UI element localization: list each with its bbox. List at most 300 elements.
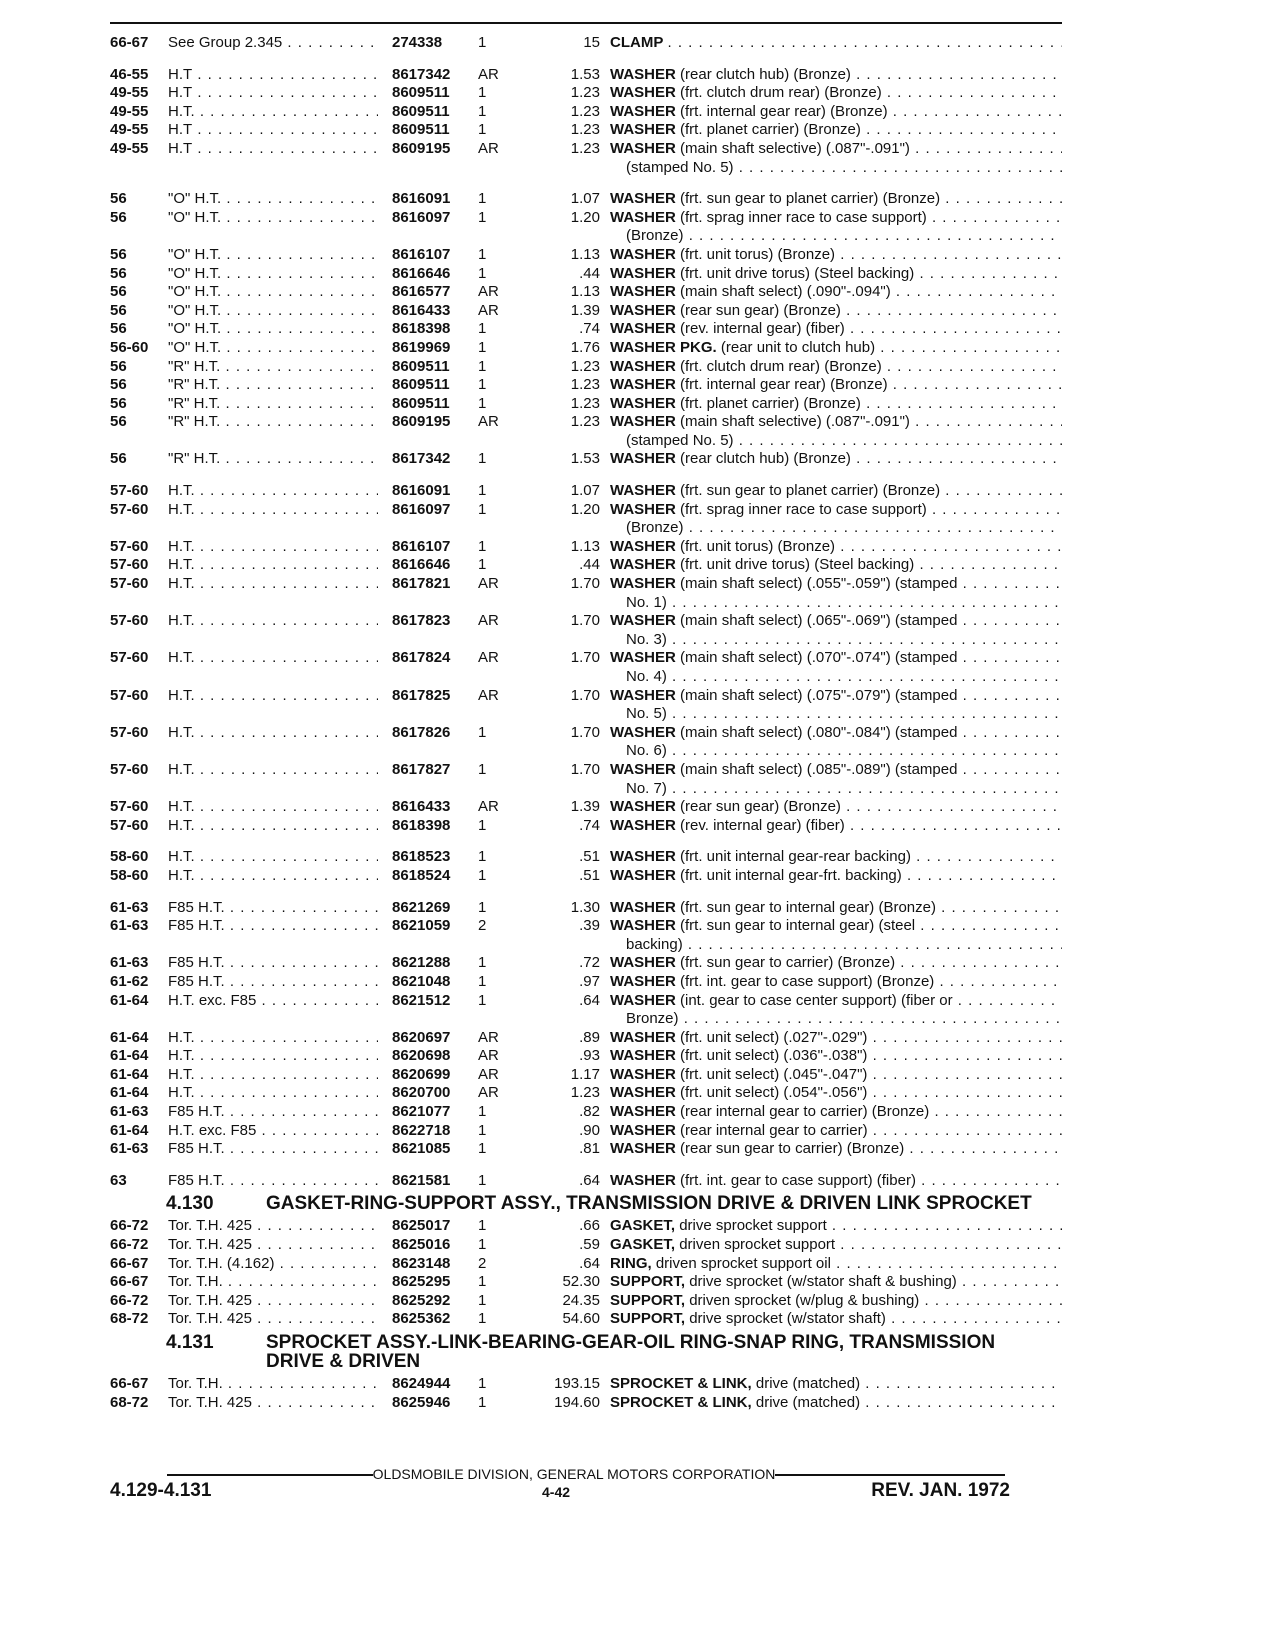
part-description: (rear clutch hub) (Bronze) . . .: [680, 66, 1062, 83]
description-continuation-row: [110, 936, 1062, 955]
description-continuation: [626, 159, 1062, 177]
price: 15: [583, 34, 600, 51]
part-number: 8609511: [392, 121, 450, 139]
model-year: 66-67: [110, 1254, 149, 1272]
part-row: [110, 302, 1062, 321]
part-name: WASHER: [610, 686, 676, 704]
description: [610, 1122, 1062, 1140]
part-row: [110, 283, 1062, 302]
description-continuation: [626, 519, 1062, 537]
price: .66: [579, 1217, 600, 1235]
application: H.T . . .: [168, 84, 378, 102]
part-row: [110, 761, 1062, 780]
part-row: [110, 867, 1062, 886]
description-continuation: [626, 780, 1062, 798]
part-row: [110, 1029, 1062, 1048]
part-row: [110, 320, 1062, 339]
part-row: [110, 556, 1062, 575]
price: .89: [579, 1028, 600, 1046]
description: [610, 973, 1062, 991]
description: [610, 246, 1062, 264]
quantity: AR: [478, 1047, 499, 1065]
description: [610, 1066, 1062, 1084]
price: 1.23: [570, 1084, 600, 1102]
description-continuation-row: [110, 780, 1062, 799]
description-continuation-row: [110, 1010, 1062, 1029]
part-description: driven sprocket (w/plug & bushing) . . .: [689, 1292, 1062, 1309]
price: .97: [579, 972, 600, 990]
model-year: 66-72: [110, 1291, 149, 1309]
description: [610, 265, 1062, 283]
model-year: 56: [110, 208, 127, 226]
quantity: 1: [478, 264, 487, 282]
application: H.T . . .: [168, 121, 378, 139]
description: [610, 954, 1062, 972]
application: "O" H.T. . . .: [168, 265, 378, 283]
part-row: [110, 1172, 1062, 1191]
part-number: 8617823: [392, 612, 451, 630]
part-number: 8617821: [392, 575, 451, 593]
part-description: (frt. int. gear to case support) (fiber) . . .: [680, 1172, 1062, 1189]
part-row: [110, 848, 1062, 867]
description-continuation: [626, 668, 1062, 686]
price: .64: [579, 1171, 600, 1189]
part-number: 8617824: [392, 649, 451, 667]
application: H.T. exc. F85 . . .: [168, 992, 378, 1010]
part-name: WASHER: [610, 898, 676, 916]
quantity: AR: [478, 1065, 499, 1083]
description: [610, 1029, 1062, 1047]
quantity: 1: [478, 121, 487, 139]
price: .51: [579, 866, 600, 884]
description-continuation: [626, 631, 1062, 649]
price: .72: [579, 954, 600, 972]
part-description: (rear internal gear to carrier) . . .: [680, 1122, 1062, 1139]
application: H.T. . . .: [168, 817, 378, 835]
footer-publisher: OLDSMOBILE DIVISION, GENERAL MOTORS CORPORATION: [372, 1466, 776, 1482]
part-name: WASHER: [610, 1103, 676, 1121]
part-name: WASHER: [610, 357, 676, 375]
model-year: 57-60: [110, 798, 149, 816]
part-row: [110, 899, 1062, 918]
model-year: 66-67: [110, 1273, 149, 1291]
quantity: 1: [478, 450, 487, 468]
part-name: WASHER: [610, 121, 676, 139]
description: [610, 612, 1062, 630]
application: H.T. . . .: [168, 501, 378, 519]
part-description: (rear sun gear) (Bronze) . . .: [680, 798, 1062, 815]
part-number: 8621512: [392, 991, 451, 1009]
description: [610, 899, 1062, 917]
part-number: 8616091: [392, 190, 451, 208]
price: .59: [579, 1236, 600, 1254]
part-row: [110, 1394, 1062, 1413]
part-name: WASHER: [610, 283, 676, 301]
part-name: WASHER: [610, 575, 676, 593]
model-year: 49-55: [110, 84, 149, 102]
description-continuation: [626, 432, 1062, 450]
quantity: 1: [478, 482, 487, 500]
part-number: 8621269: [392, 898, 451, 916]
description-continuation-text: No. 3) . . .: [626, 631, 1062, 648]
description: [610, 1084, 1062, 1102]
part-name: SPROCKET & LINK,: [610, 1393, 752, 1411]
model-year: 61-63: [110, 954, 149, 972]
part-description: (frt. unit torus) (Bronze) . . .: [680, 246, 1062, 263]
application: H.T. . . .: [168, 1084, 378, 1102]
quantity: 1: [478, 500, 487, 518]
description: [610, 190, 1062, 208]
part-row: [110, 34, 1062, 53]
description: [610, 848, 1062, 866]
description-continuation: [626, 936, 1062, 954]
part-description: (frt. sun gear to planet carrier) (Bronze) . . .: [680, 482, 1062, 499]
application: "O" H.T. . . .: [168, 339, 378, 357]
application: Tor. T.H. 425 . . .: [168, 1394, 378, 1412]
model-year: 56: [110, 190, 127, 208]
model-year: 57-60: [110, 556, 149, 574]
description: [610, 575, 1062, 593]
part-name: WASHER: [610, 102, 676, 120]
description-continuation-text: (Bronze) . . .: [626, 519, 1062, 536]
application: Tor. T.H. 425 . . .: [168, 1217, 378, 1235]
part-description: (int. gear to case center support) (fiber or . . .: [680, 992, 1062, 1009]
quantity: 1: [478, 991, 487, 1009]
quantity: 1: [478, 537, 487, 555]
part-name: SUPPORT,: [610, 1310, 686, 1328]
description-continuation: [626, 1010, 1062, 1028]
description: [610, 209, 1062, 227]
quantity: 1: [478, 84, 487, 102]
part-name: WASHER: [610, 649, 676, 667]
price: .64: [579, 1254, 600, 1272]
description: [610, 320, 1062, 338]
section-number: 4.131: [166, 1332, 214, 1353]
description-continuation-row: [110, 432, 1062, 451]
price: 1.23: [570, 357, 600, 375]
part-row: [110, 649, 1062, 668]
description: [610, 501, 1062, 519]
part-number: 8616097: [392, 500, 451, 518]
model-year: 46-55: [110, 65, 149, 83]
model-year: 61-64: [110, 1065, 149, 1083]
part-row: [110, 1292, 1062, 1311]
application: H.T. . . .: [168, 1047, 378, 1065]
model-year: 61-64: [110, 1121, 149, 1139]
part-row: [110, 538, 1062, 557]
quantity: AR: [478, 301, 499, 319]
application: F85 H.T. . . .: [168, 954, 378, 972]
application: Tor. T.H. 425 . . .: [168, 1236, 378, 1254]
model-year: 66-72: [110, 1236, 149, 1254]
part-description: (rear sun gear to carrier) (Bronze) . . .: [680, 1140, 1062, 1157]
part-row: [110, 817, 1062, 836]
price: 1.23: [570, 394, 600, 412]
part-row: [110, 140, 1062, 159]
application: Tor. T.H. . . .: [168, 1273, 378, 1291]
application: "R" H.T. . . .: [168, 450, 378, 468]
part-number: 8609511: [392, 394, 450, 412]
part-row: [110, 246, 1062, 265]
part-description: drive sprocket (w/stator shaft) . . .: [689, 1310, 1062, 1327]
part-number: 8609195: [392, 413, 451, 431]
part-description: drive (matched) . . .: [756, 1375, 1062, 1392]
part-description: (frt. unit internal gear-frt. backing) . . .: [680, 867, 1062, 884]
application: F85 H.T. . . .: [168, 1103, 378, 1121]
quantity: 1: [478, 1310, 487, 1328]
part-row: [110, 190, 1062, 209]
part-name: WASHER: [610, 320, 676, 338]
description: [610, 395, 1062, 413]
model-year: 68-72: [110, 1310, 149, 1328]
application: H.T. exc. F85 . . .: [168, 1122, 378, 1140]
part-number: 8620699: [392, 1065, 451, 1083]
description-continuation-row: [110, 594, 1062, 613]
part-number: 8621077: [392, 1103, 451, 1121]
quantity: 1: [478, 1140, 487, 1158]
part-name: WASHER: [610, 1065, 676, 1083]
description: [610, 103, 1062, 121]
application: H.T. . . .: [168, 724, 378, 742]
price: 1.70: [570, 649, 600, 667]
part-number: 8618524: [392, 866, 451, 884]
part-description: drive sprocket (w/stator shaft & bushing) . . .: [689, 1273, 1062, 1290]
part-name: WASHER: [610, 556, 676, 574]
quantity: 1: [478, 866, 487, 884]
application: H.T. . . .: [168, 798, 378, 816]
part-name: RING,: [610, 1254, 652, 1272]
model-year: 56: [110, 413, 127, 431]
part-description: (frt. unit torus) (Bronze) . . .: [680, 538, 1062, 555]
model-year: 66-67: [110, 1375, 149, 1392]
application: H.T. . . .: [168, 761, 378, 779]
description: [610, 1236, 1062, 1254]
application: "R" H.T. . . .: [168, 358, 378, 376]
price: 1.20: [570, 208, 600, 226]
quantity: 2: [478, 1254, 487, 1272]
application: H.T . . .: [168, 66, 378, 84]
description-continuation-row: [110, 631, 1062, 650]
description: [610, 798, 1062, 816]
model-year: 58-60: [110, 848, 149, 866]
description-continuation-text: (Bronze) . . .: [626, 227, 1062, 244]
part-row: [110, 1375, 1062, 1394]
part-number: 8625946: [392, 1393, 451, 1411]
section-title: GASKET-RING-SUPPORT ASSY., TRANSMISSION DRIVE & DRIVEN LINK SPROCKET: [266, 1193, 1032, 1215]
model-year: 56-60: [110, 338, 149, 356]
model-year: 56: [110, 320, 127, 338]
price: 1.23: [570, 84, 600, 102]
part-description: (frt. unit select) (.054"-.056") . . .: [680, 1084, 1062, 1101]
description-continuation-row: [110, 227, 1062, 246]
quantity: 1: [478, 723, 487, 741]
part-number: 8621288: [392, 954, 451, 972]
quantity: 1: [478, 972, 487, 990]
model-year: 57-60: [110, 816, 149, 834]
quantity: AR: [478, 798, 499, 816]
description-continuation-row: [110, 742, 1062, 761]
application: "O" H.T. . . .: [168, 320, 378, 338]
part-row: [110, 1255, 1062, 1274]
model-year: 57-60: [110, 686, 149, 704]
part-row: [110, 339, 1062, 358]
description: [610, 761, 1062, 779]
quantity: 1: [478, 245, 487, 263]
part-row: [110, 687, 1062, 706]
section-4-131: [110, 1333, 1062, 1371]
description-continuation-text: No. 1) . . .: [626, 594, 1062, 611]
part-number: 8617826: [392, 723, 451, 741]
price: 1.23: [570, 102, 600, 120]
description: [610, 283, 1062, 301]
quantity: 1: [478, 760, 487, 778]
part-row: [110, 1122, 1062, 1141]
part-description: (main shaft select) (.090"-.094") . . .: [680, 283, 1062, 300]
model-year: 66-72: [110, 1217, 149, 1235]
application: Tor. T.H. (4.162) . . .: [168, 1255, 378, 1273]
part-description: (main shaft select) (.085"-.089") (stamped . . .: [680, 761, 1062, 778]
part-description: (frt. internal gear rear) (Bronze) . . .: [680, 376, 1062, 393]
quantity: 1: [478, 376, 487, 394]
part-description: driven sprocket support oil . . .: [656, 1255, 1062, 1272]
model-year: 61-63: [110, 1140, 149, 1158]
model-year: 61-64: [110, 991, 149, 1009]
part-name: WASHER: [610, 500, 676, 518]
part-description: drive (matched) . . .: [756, 1394, 1062, 1411]
part-number: 8625017: [392, 1217, 451, 1235]
part-name: WASHER: [610, 1171, 676, 1189]
description: [610, 339, 1062, 357]
quantity: AR: [478, 139, 499, 157]
application: "O" H.T. . . .: [168, 302, 378, 320]
part-name: GASKET,: [610, 1217, 676, 1235]
application: H.T. . . .: [168, 687, 378, 705]
model-year: 61-63: [110, 917, 149, 935]
model-year: 57-60: [110, 760, 149, 778]
description: [610, 1047, 1062, 1065]
model-year: 57-60: [110, 500, 149, 518]
description: [610, 482, 1062, 500]
part-description: (main shaft selective) (.087"-.091") . . .: [680, 140, 1062, 157]
part-name: WASHER: [610, 972, 676, 990]
part-name: WASHER: [610, 798, 676, 816]
price: 1.07: [570, 190, 600, 208]
part-name: WASHER: [610, 482, 676, 500]
description: [610, 538, 1062, 556]
price: 1.23: [570, 139, 600, 157]
quantity: 1: [478, 1375, 487, 1392]
quantity: AR: [478, 413, 499, 431]
application: "O" H.T. . . .: [168, 283, 378, 301]
part-number: 8624944: [392, 1375, 451, 1392]
application: F85 H.T. . . .: [168, 973, 378, 991]
part-number: 8617342: [392, 450, 451, 468]
part-description: (main shaft select) (.075"-.079") (stamped . . .: [680, 687, 1062, 704]
part-name: SUPPORT,: [610, 1273, 686, 1291]
part-row: [110, 450, 1062, 469]
application: H.T. . . .: [168, 556, 378, 574]
part-description: (frt. sprag inner race to case support) . . .: [680, 501, 1062, 518]
part-number: 8621085: [392, 1140, 451, 1158]
description: [610, 121, 1062, 139]
price: 1.23: [570, 121, 600, 139]
description: [610, 1310, 1062, 1328]
part-description: (rear sun gear) (Bronze) . . .: [680, 302, 1062, 319]
description-continuation-text: backing) . . .: [626, 936, 1062, 953]
part-row: [110, 992, 1062, 1011]
quantity: 1: [478, 954, 487, 972]
part-number: 8616577: [392, 283, 451, 301]
description: [610, 1292, 1062, 1310]
quantity: 1: [478, 1121, 487, 1139]
price: 1.70: [570, 723, 600, 741]
part-number: 8625295: [392, 1273, 451, 1291]
part-name: SPROCKET & LINK,: [610, 1375, 752, 1392]
part-number: 8616091: [392, 482, 451, 500]
part-description: (frt. unit drive torus) (Steel backing) . . .: [680, 265, 1062, 282]
application: "O" H.T. . . .: [168, 190, 378, 208]
part-description: (frt. unit internal gear-rear backing) . . .: [680, 848, 1062, 865]
part-description: (main shaft select) (.055"-.059") (stamped . . .: [680, 575, 1062, 592]
price: .44: [579, 264, 600, 282]
model-year: 61-64: [110, 1084, 149, 1102]
part-name: WASHER: [610, 139, 676, 157]
part-row: [110, 66, 1062, 85]
description: [610, 376, 1062, 394]
model-year: 61-62: [110, 972, 149, 990]
description: [610, 724, 1062, 742]
price: .51: [579, 848, 600, 866]
part-row: [110, 612, 1062, 631]
part-name: WASHER PKG.: [610, 338, 717, 356]
price: .74: [579, 816, 600, 834]
part-number: 8616646: [392, 556, 451, 574]
part-number: 8620698: [392, 1047, 451, 1065]
quantity: 1: [478, 1236, 487, 1254]
model-year: 56: [110, 245, 127, 263]
application: "R" H.T. . . .: [168, 376, 378, 394]
model-year: 49-55: [110, 139, 149, 157]
quantity: 2: [478, 917, 487, 935]
model-year: 58-60: [110, 866, 149, 884]
model-year: 57-60: [110, 612, 149, 630]
part-description: (frt. planet carrier) (Bronze) . . .: [680, 121, 1062, 138]
description-continuation-text: No. 6) . . .: [626, 742, 1062, 759]
part-description: (rear clutch hub) (Bronze) . . .: [680, 450, 1062, 467]
description: [610, 1255, 1062, 1273]
price: 1.53: [570, 450, 600, 468]
description: [610, 867, 1062, 885]
quantity: 1: [478, 1393, 487, 1411]
part-number: 8617825: [392, 686, 451, 704]
top-rule: [110, 22, 1062, 24]
part-number: 8616097: [392, 208, 451, 226]
quantity: AR: [478, 1028, 499, 1046]
price: .74: [579, 320, 600, 338]
page-footer: [110, 1480, 1062, 1504]
part-row: [110, 103, 1062, 122]
part-name: WASHER: [610, 1047, 676, 1065]
part-description: (rear internal gear to carrier) (Bronze) . . .: [680, 1103, 1062, 1120]
application: F85 H.T. . . .: [168, 1172, 378, 1190]
description-continuation-text: (stamped No. 5) . . .: [626, 159, 1062, 176]
description: [610, 1172, 1062, 1190]
description: [610, 649, 1062, 667]
model-year: 61-64: [110, 1047, 149, 1065]
quantity: AR: [478, 283, 499, 301]
part-name: WASHER: [610, 450, 676, 468]
description-continuation-row: [110, 519, 1062, 538]
